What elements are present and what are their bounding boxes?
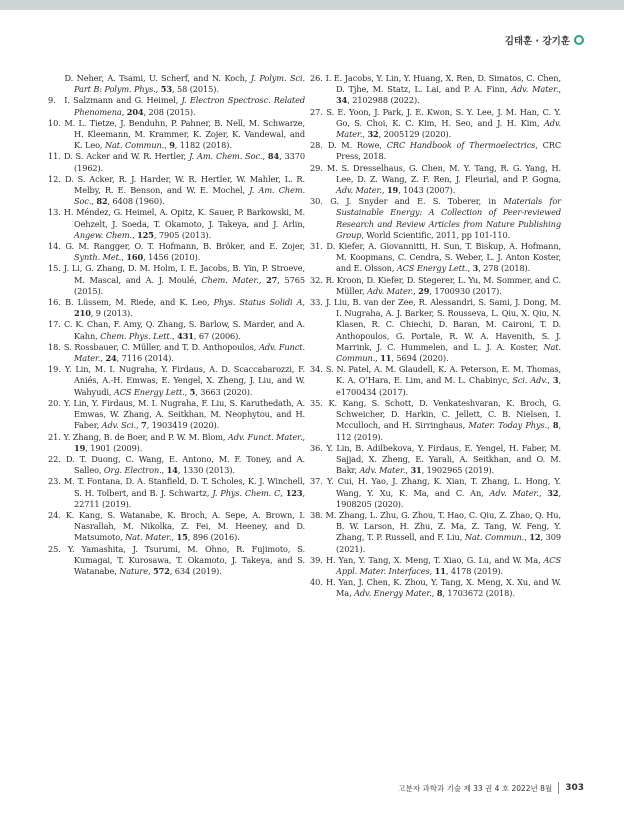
reference-source: Adv. Mater. bbox=[367, 285, 414, 296]
reference-volume: 29 bbox=[418, 285, 430, 296]
reference-item: 14. G. M. Rangger, O. T. Hofmann, B. Bröker, and E. Zojer, Synth. Met., 160, 1456 (2010). bbox=[48, 241, 305, 263]
reference-pages-year: , 1908205 (2020). bbox=[336, 487, 561, 509]
reference-volume: 32 bbox=[367, 129, 379, 140]
reference-source: J. Phys. Chem. C bbox=[212, 487, 281, 498]
reference-item: 11. D. S. Acker and W. R. Hertler, J. Am. Chem. Soc., 84, 3370 (1962). bbox=[48, 151, 305, 173]
reference-source: CRC Handbook of Thermoelectrics bbox=[386, 140, 536, 151]
reference-source: Chem. Mater. bbox=[201, 274, 259, 285]
reference-item bbox=[61, 73, 305, 95]
reference-separator: , bbox=[262, 151, 268, 162]
reference-item: 39. H. Yan, Y. Tang, X. Meng, T. Xiao, G. Lu, and W. Ma, ACS Appl. Mater. Interfaces, 11, 4178 (2019). bbox=[310, 554, 561, 576]
reference-separator: , bbox=[172, 330, 178, 341]
reference-separator: , bbox=[558, 84, 561, 95]
reference-separator: , bbox=[155, 84, 161, 95]
reference-pages-year: , 896 (2016). bbox=[187, 532, 240, 543]
reference-item: 19. Y. Lin, M. I. Nugraha, Y. Firdaus, A. D. Scaccabarozzi, F. Aniés, A.-H. Emwas, E. Yengel, X. Zheng, J. Liu, and W. Wahyudi, ACS Energy Lett., 5, 3663 (2020). bbox=[48, 364, 305, 397]
reference-separator: , bbox=[431, 588, 437, 599]
reference-pages-year: , 1703672 (2018). bbox=[442, 588, 515, 599]
reference-authors: J. Liu, B. van der Zee, R. Alessandri, S. Sami, J. Dong, M. I. Nugraha, A. J. Barker, S. Rousseva, L. Qiu, X. Qiu, N. Klasen, R. C. Chiechi, D. Baran, M. Caironi, T. D. Anthopoulos, G. Portale, R. W. A. Havenith, S. J. Marrink, J. C. Hummelen, and L. J. A. Koster, bbox=[326, 297, 561, 352]
reference-volume: 123 bbox=[285, 487, 303, 498]
reference-separator: , bbox=[280, 487, 286, 498]
reference-pages-year: , 4178 (2019). bbox=[445, 565, 503, 576]
reference-separator: , bbox=[467, 263, 473, 274]
reference-item: 28. D. M. Rowe, CRC Handbook of Thermoelectrics, CRC Press, 2018. bbox=[310, 140, 561, 162]
reference-item: 23. M. T. Fontana, D. A. Stanfield, D. T. Scholes, K. J. Winchell, S. H. Tolbert, and B. J. Schwartz, J. Phys. Chem. C, 123, 22711 (2019). bbox=[48, 476, 305, 509]
reference-item: 26. I. E. Jacobs, Y. Lin, Y. Huang, X. Ren, D. Simatos, C. Chen, D. Tjhe, M. Statz, L. Lai, and P. A. Finn, Adv. Mater., 34, 2102988 (2022). bbox=[310, 73, 561, 106]
reference-source: Org. Electron. bbox=[103, 465, 162, 476]
reference-volume: 431 bbox=[177, 330, 194, 341]
reference-authors: M. T. Fontana, D. A. Stanfield, D. T. Scholes, K. J. Winchell, S. H. Tolbert, and B. J. Schwartz, bbox=[63, 476, 305, 498]
reference-volume: 32 bbox=[547, 487, 559, 498]
reference-authors: H. Yan, J. Chen, K. Zhou, Y. Tang, X. Meng, X. Xu, and W. Ma, bbox=[325, 577, 561, 599]
reference-authors: M. Zhang, L. Zhu, G. Zhou, T. Hao, C. Qiu, Z. Zhao, Q. Hu, B. W. Larson, H. Zhu, Z. Ma, Z. Tang, W. Feng, Y. Zhang, T. P. Russell, and F. Liu, bbox=[325, 509, 561, 543]
reference-volume: 82 bbox=[96, 196, 108, 207]
reference-separator: , bbox=[184, 386, 190, 397]
reference-source: Nature bbox=[119, 565, 148, 576]
reference-item: 37. Y. Cui, H. Yao, J. Zhang, K. Xian, T. Zhang, L. Hong, Y. Wang, Y. Xu, K. Ma, and C. An, Adv. Mater., 32, 1908205 (2020). bbox=[310, 476, 561, 509]
reference-pages-year: , 634 (2019). bbox=[169, 565, 222, 576]
reference-item: 31. D. Kiefer, A. Giovannitti, H. Sun, T. Biskup, A. Hofmann, M. Koopmans, C. Cendra, S. Weber, L. J. Anton Koster, and E. Olsson, ACS Energy Lett., 3, 278 (2018). bbox=[310, 241, 561, 274]
reference-item: 40. H. Yan, J. Chen, K. Zhou, Y. Tang, X. Meng, X. Xu, and W. Ma, Adv. Energy Mater., 8, 1703672 (2018). bbox=[310, 577, 561, 599]
reference-source: J. Am. Chem. Soc. bbox=[189, 151, 263, 162]
reference-authors: G. M. Rangger, O. T. Hofmann, B. Bröker, and E. Zojer, bbox=[65, 241, 305, 252]
reference-authors: M. S. Dresselhaus, G. Chen, M. Y. Tang, R. G. Yang, H. Lee, D. Z. Wang, Z. F. Ren, J. Fleurial, and P. Gogna, bbox=[326, 162, 561, 184]
reference-item: 22. D. T. Duong, C. Wang, E. Antono, M. F. Toney, and A. Salleo, Org. Electron., 14, 1330 (2013). bbox=[48, 453, 305, 476]
reference-separator: , bbox=[161, 465, 167, 476]
reference-authors: Y. Zhang, B. de Boer, and P. W. M. Blom, bbox=[63, 431, 228, 442]
page-footer bbox=[398, 782, 584, 794]
reference-column-right bbox=[310, 73, 561, 600]
reference-volume: 3 bbox=[472, 263, 479, 274]
reference-volume: 572 bbox=[153, 565, 170, 576]
reference-authors: J. Li, G. Zhang, D. M. Holm, I. E. Jacobs, B. Yin, P. Stroeve, M. Mascal, and A. J. Moulé, bbox=[63, 263, 305, 285]
reference-pages-year: , 112 (2019). bbox=[336, 420, 561, 442]
reference-source: Adv. Sci. bbox=[101, 420, 137, 431]
reference-pages-year: , 2005129 (2020). bbox=[378, 129, 452, 140]
reference-item: 15. J. Li, G. Zhang, D. M. Holm, I. E. Jacobs, B. Yin, P. Stroeve, M. Mascal, and A. J. Moulé, Chem. Mater., 27, 5765 (2015). bbox=[48, 263, 305, 296]
reference-volume: 8 bbox=[436, 588, 443, 599]
reference-separator: , bbox=[524, 532, 530, 543]
footer-divider bbox=[558, 782, 559, 794]
reference-volume: 210 bbox=[74, 308, 91, 319]
reference-pages-year: , 3663 (2020). bbox=[195, 386, 253, 397]
reference-pages-year: , 1182 (2018). bbox=[174, 140, 232, 151]
reference-volume: 7 bbox=[141, 420, 147, 431]
reference-pages-year: , 1903419 (2020). bbox=[146, 420, 220, 431]
reference-separator: , bbox=[362, 129, 368, 140]
reference-volume: 8 bbox=[552, 420, 559, 431]
reference-authors: K. Kang, S. Schott, D. Venkateshvaran, K. Broch, G. Schweicher, D. Harkin, C. Jellett, C. B. Nielsen, I. Mcculloch, and H. Sirringhaus, bbox=[328, 397, 561, 431]
reference-source: Mater. Today Phys. bbox=[468, 420, 548, 431]
reference-volume: 14 bbox=[166, 465, 178, 476]
reference-source: J. Am. Chem. Soc. bbox=[74, 185, 305, 207]
reference-volume: 84 bbox=[267, 151, 280, 162]
reference-authors: D. Neher, A. Tsami, U. Scherf, and N. Koch, bbox=[64, 73, 251, 83]
reference-volume: 31 bbox=[410, 465, 422, 476]
reference-volume: 19 bbox=[74, 442, 86, 453]
page-number: 303 bbox=[565, 783, 584, 793]
reference-pages-year: , 1902965 (2019). bbox=[421, 465, 495, 476]
reference-source: ACS Appl. Mater. Interfaces bbox=[336, 554, 561, 576]
reference-item: 36. Y. Lin, B. Adilbekova, Y. Firdaus, E. Yengel, H. Faber, M. Sajjad, X. Zheng, E. Yarali, A. Seitkhan, and O. M. Bakr, Adv. Mater., 31, 1902965 (2019). bbox=[310, 442, 561, 476]
reference-authors: Y. Lin, B. Adilbekova, Y. Firdaus, E. Yengel, H. Faber, M. Sajjad, X. Zheng, E. Yarali, A. Seitkhan, and O. M. Bakr, bbox=[326, 442, 561, 476]
reference-volume: 53 bbox=[160, 84, 172, 95]
reference-separator: , bbox=[375, 353, 381, 364]
reference-pages-year: , 1456 (2010). bbox=[143, 252, 201, 263]
reference-pages-year: , 58 (2015). bbox=[171, 84, 219, 95]
reference-pages-year: , 7905 (2013). bbox=[153, 229, 211, 240]
reference-pages-year: , 1901 (2009). bbox=[85, 442, 143, 453]
reference-pages-year: , 5694 (2020). bbox=[391, 353, 449, 364]
reference-separator: , bbox=[132, 229, 138, 240]
reference-item: 25. Y. Yamashita, J. Tsurumi, M. Ohno, R. Fujimoto, S. Kumagai, T. Kurosawa, T. Okamoto, J. Takeya, and S. Watanabe, Nature, 572, 634 (2019). bbox=[48, 543, 305, 576]
reference-authors: Y. Lin, Y. Firdaus, M. I. Nugraha, F. Liu, S. Karuthedath, A. Emwas, W. Zhang, A. Seitkhan, M. Neophytou, and H. Faber, bbox=[63, 397, 305, 431]
reference-source: Adv. Funct. Mater. bbox=[227, 431, 303, 442]
reference-separator: , bbox=[538, 487, 548, 498]
reference-item: 20. Y. Lin, Y. Firdaus, M. I. Nugraha, F. Liu, S. Karuthedath, A. Emwas, W. Zhang, A. Seitkhan, M. Neophytou, and H. Faber, Adv. Sci., 7, 1903419 (2020). bbox=[48, 397, 305, 431]
reference-separator: , bbox=[121, 252, 127, 263]
reference-item: 24. K. Kang, S. Watanabe, K. Broch, A. Sepe, A. Brown, I. Nasrallah, M. Nikolka, Z. Fei, M. Heeney, and D. Matsumoto, Nat. Mater., 15, 896 (2016). bbox=[48, 509, 305, 543]
reference-item: 18. S. Rossbauer, C. Müller, and T. D. Anthopoulos, Adv. Funct. Mater., 24, 7116 (2014). bbox=[48, 341, 305, 364]
reference-item: 9. I. Salzmann and G. Heimel, J. Electron Spectrosc. Related Phenomena, 204, 208 (2015). bbox=[48, 95, 305, 117]
reference-source: Adv. Mater. bbox=[336, 117, 561, 140]
reference-source: Adv. Mater. bbox=[336, 185, 382, 196]
reference-authors: D. T. Duong, C. Wang, E. Antono, M. F. Toney, and A. Salleo, bbox=[65, 453, 305, 476]
reference-authors: H. Yan, Y. Tang, X. Meng, T. Xiao, G. Lu, and W. Ma, bbox=[326, 554, 544, 565]
reference-source: Adv. Funct. Mater. bbox=[74, 341, 305, 364]
reference-volume: 11 bbox=[434, 565, 446, 576]
reference-item: 16. B. Lüssem, M. Riede, and K. Leo, Phys. Status Solidi A, 210, 9 (2013). bbox=[48, 297, 305, 319]
reference-source: J. Polym. Sci. Part B: Polym. Phys. bbox=[74, 73, 305, 95]
reference-pages-year: , 3370 (1962). bbox=[74, 151, 305, 173]
reference-item: 32. R. Kroon, D. Kiefer, D. Stegerer, L. Yu, M. Sommer, and C. Müller, Adv. Mater., 29, 1700930 (2017). bbox=[310, 274, 561, 296]
reference-authors: S. N. Patel, A. M. Glaudell, K. A. Peterson, E. M. Thomas, K. A. O’Hara, E. Lim, and M. L. Chabinyc, bbox=[325, 364, 561, 386]
reference-separator: , bbox=[147, 565, 153, 576]
reference-volume: 34 bbox=[336, 95, 348, 106]
reference-source: Adv. Mater. bbox=[489, 487, 539, 498]
reference-separator: , bbox=[164, 140, 170, 151]
reference-item: 27. S. E. Yoon, J. Park, J. E. Kwon, S. Y. Lee, J. M. Han, C. Y. Go, S. Choi, K. C. Kim, H. Seo, and J. H. Kim, Adv. Mater., 32, 2005129 (2020). bbox=[310, 106, 561, 140]
reference-authors: I. Salzmann and G. Heimel, bbox=[64, 95, 182, 106]
reference-item: 34. S. N. Patel, A. M. Glaudell, K. A. Peterson, E. M. Thomas, K. A. O’Hara, E. Lim, and M. L. Chabinyc, Sci. Adv., 3, e1700434 (2017). bbox=[310, 364, 561, 397]
reference-source: Adv. Mater. bbox=[511, 84, 559, 95]
reference-source: Synth. Met. bbox=[74, 252, 122, 263]
reference-item: 29. M. S. Dresselhaus, G. Chen, M. Y. Tang, R. G. Yang, H. Lee, D. Z. Wang, Z. F. Ren, J. Fleurial, and P. Gogna, Adv. Mater., 19, 1043 (2007). bbox=[310, 162, 561, 196]
reference-authors: M. L. Tietze, J. Benduhn, P. Pahner, B. Nell, M. Schwarze, H. Kleemann, M. Krammer, K. Zojer, K. Vandewal, and K. Leo, bbox=[64, 117, 305, 151]
reference-separator: , bbox=[302, 431, 305, 442]
reference-separator: , bbox=[547, 375, 553, 386]
reference-separator: , bbox=[429, 565, 435, 576]
reference-authors: K. Kang, S. Watanabe, K. Broch, A. Sepe, A. Brown, I. Nasrallah, M. Nikolka, Z. Fei, M. Heeney, and D. Matsumoto, bbox=[65, 509, 305, 543]
reference-pages-year: , 208 (2015). bbox=[143, 106, 196, 117]
reference-authors: D. Kiefer, A. Giovannitti, H. Sun, T. Biskup, A. Hofmann, M. Koopmans, C. Cendra, S. Weber, L. J. Anton Koster, and E. Olsson, bbox=[326, 241, 561, 274]
reference-pages-year: , 1700930 (2017). bbox=[429, 285, 502, 296]
reference-separator: , bbox=[121, 106, 127, 117]
reference-authors: G. J. Snyder and E. S. Toberer, in bbox=[330, 196, 504, 207]
reference-source: ACS Energy Lett. bbox=[113, 386, 185, 397]
reference-volume: 204 bbox=[126, 106, 144, 117]
reference-separator: , World Scientific, 2011, pp 101-110. bbox=[361, 229, 511, 240]
reference-item: 17. C. K. Chan, F. Amy, Q. Zhang, S. Barlow, S. Marder, and A. Kahn, Chem. Phys. Lett., 431, 67 (2006). bbox=[48, 319, 305, 341]
reference-source: Materials for Sustainable Energy: A Collection of Peer-reviewed Research and Review Articles from Nature Publishing Group bbox=[336, 196, 561, 240]
reference-authors: C. K. Chan, F. Amy, Q. Zhang, S. Barlow, S. Marder, and A. Kahn, bbox=[63, 319, 305, 341]
reference-source: ACS Energy Lett. bbox=[396, 263, 468, 274]
reference-authors: D. S. Acker, R. J. Harder, W. R. Hertler, W. Mahler, L. R. Melby, R. E. Benson, and W. E. Mochel, bbox=[64, 173, 305, 196]
reference-separator: , bbox=[413, 285, 419, 296]
header-authors: 김태훈 · 강기훈 bbox=[504, 36, 570, 47]
reference-pages-year: , 309 (2021). bbox=[336, 532, 561, 554]
reference-pages-year: , 6408 (1960). bbox=[107, 196, 165, 207]
reference-item: 13. H. Méndez, G. Heimel, A. Opitz, K. Sauer, P. Barkowski, M. Oehzelt, J. Soeda, T. Okamoto, J. Takeya, and J. Arlin, Angew. Chem., 125, 7905 (2013). bbox=[48, 207, 305, 240]
reference-authors: S. E. Yoon, J. Park, J. E. Kwon, S. Y. Lee, J. M. Han, C. Y. Go, S. Choi, K. C. Kim, H. Seo, and J. H. Kim, bbox=[326, 106, 561, 128]
reference-authors: R. Kroon, D. Kiefer, D. Stegerer, L. Yu, M. Sommer, and C. Müller, bbox=[325, 274, 561, 296]
reference-pages-year: , 5765 (2015). bbox=[74, 274, 305, 296]
reference-item: 21. Y. Zhang, B. de Boer, and P. W. M. Blom, Adv. Funct. Mater., 19, 1901 (2009). bbox=[48, 431, 305, 453]
reference-authors: H. Méndez, G. Heimel, A. Opitz, K. Sauer, P. Barkowski, M. Oehzelt, J. Soeda, T. Okamoto, J. Takeya, and J. Arlin, bbox=[63, 207, 305, 229]
reference-separator: , bbox=[547, 420, 553, 431]
reference-source: Chem. Phys. Lett. bbox=[100, 330, 173, 341]
reference-authors: D. M. Rowe, bbox=[327, 140, 387, 151]
running-header bbox=[505, 33, 584, 47]
circle-icon bbox=[574, 35, 584, 45]
reference-volume: 125 bbox=[137, 229, 154, 240]
reference-item: 38. M. Zhang, L. Zhu, G. Zhou, T. Hao, C. Qiu, Z. Zhao, Q. Hu, B. W. Larson, H. Zhu, Z. Ma, Z. Tang, W. Feng, Y. Zhang, T. P. Russell, and F. Liu, Nat. Commun., 12, 309 (2021). bbox=[310, 509, 561, 554]
reference-separator: , bbox=[381, 185, 387, 196]
reference-volume: 27 bbox=[266, 274, 278, 285]
reference-volume: 11 bbox=[380, 353, 392, 364]
reference-separator: , CRC Press, 2018. bbox=[336, 140, 561, 162]
reference-source: Adv. Energy Mater. bbox=[354, 588, 432, 599]
reference-item: 33. J. Liu, B. van der Zee, R. Alessandri, S. Sami, J. Dong, M. I. Nugraha, A. J. Barker, S. Rousseva, L. Qiu, X. Qiu, N. Klasen, R. C. Chiechi, D. Baran, M. Caironi, T. D. Anthopoulos, G. Portale, R. W. A. Havenith, S. J. Marrink, J. C. Hummelen, and L. J. A. Koster, Nat. Commun., 11, 5694 (2020). bbox=[310, 297, 561, 364]
reference-pages-year: , 67 (2006). bbox=[193, 330, 241, 341]
reference-volume: 5 bbox=[189, 386, 196, 397]
reference-source: Phys. Status Solidi A bbox=[213, 297, 303, 308]
reference-authors: Y. Cui, H. Yao, J. Zhang, K. Xian, T. Zhang, L. Hong, Y. Wang, Y. Xu, K. Ma, and C. An, bbox=[326, 476, 561, 498]
reference-source: Nat. Mater. bbox=[125, 532, 172, 543]
reference-pages-year: , 9 (2013). bbox=[90, 308, 133, 319]
reference-authors: Y. Lin, M. I. Nugraha, Y. Firdaus, A. D. Scaccabarozzi, F. Aniés, A.-H. Emwas, E. Yengel, X. Zheng, J. Liu, and W. Wahyudi, bbox=[64, 364, 305, 397]
reference-separator: , bbox=[171, 532, 177, 543]
reference-pages-year: , 1330 (2013). bbox=[177, 465, 235, 476]
reference-pages-year: , 22711 (2019). bbox=[74, 487, 305, 509]
reference-authors: B. Lüssem, M. Riede, and K. Leo, bbox=[65, 297, 214, 308]
reference-separator: , bbox=[258, 274, 267, 285]
reference-separator: , bbox=[91, 196, 97, 207]
reference-volume: 12 bbox=[529, 532, 541, 543]
reference-source: Nat. Commun. bbox=[336, 341, 561, 364]
reference-volume: 9 bbox=[169, 140, 175, 151]
reference-source: Adv. Mater. bbox=[359, 465, 406, 476]
reference-pages-year: , 278 (2018). bbox=[478, 263, 531, 274]
reference-separator: , bbox=[100, 353, 106, 364]
reference-pages-year: , 7116 (2014). bbox=[116, 353, 174, 364]
reference-source: Sci. Adv. bbox=[512, 375, 548, 386]
reference-source: Nat. Commun. bbox=[464, 532, 525, 543]
reference-item: 30. G. J. Snyder and E. S. Toberer, in Materials for Sustainable Energy: A Collection of Peer-reviewed Research and Review Articles from Nature Publishing Group, World Scientific, 2011, pp 101-110. bbox=[310, 196, 561, 240]
reference-source: J. Electron Spectrosc. Related Phenomena bbox=[74, 95, 305, 117]
reference-volume: 24 bbox=[105, 353, 117, 364]
reference-pages-year: , e1700434 (2017). bbox=[336, 375, 561, 397]
top-decorative-bar bbox=[0, 0, 624, 10]
reference-item: 12. D. S. Acker, R. J. Harder, W. R. Hertler, W. Mahler, L. R. Melby, R. E. Benson, and W. E. Mochel, J. Am. Chem. Soc., 82, 6408 (1960). bbox=[48, 173, 305, 207]
reference-authors: Y. Yamashita, J. Tsurumi, M. Ohno, R. Fujimoto, S. Kumagai, T. Kurosawa, T. Okamoto, J. Takeya, and S. Watanabe, bbox=[67, 543, 305, 576]
reference-separator: , bbox=[136, 420, 142, 431]
reference-volume: 15 bbox=[176, 532, 188, 543]
reference-authors: S. Rossbauer, C. Müller, and T. D. Anthopoulos, bbox=[63, 341, 260, 352]
reference-source: Angew. Chem. bbox=[74, 229, 133, 240]
reference-item: 10. M. L. Tietze, J. Benduhn, P. Pahner, B. Nell, M. Schwarze, H. Kleemann, M. Krammer, K. Zojer, K. Vandewal, and K. Leo, Nat. Commun., 9, 1182 (2018). bbox=[48, 117, 305, 151]
reference-volume: 160 bbox=[126, 252, 144, 263]
reference-source: Nat. Commun. bbox=[104, 140, 165, 151]
reference-item: 35. K. Kang, S. Schott, D. Venkateshvaran, K. Broch, G. Schweicher, D. Harkin, C. Jellett, C. B. Nielsen, I. Mcculloch, and H. Sirringhaus, Mater. Today Phys., 8, 112 (2019). bbox=[310, 397, 561, 442]
reference-pages-year: , 1043 (2007). bbox=[398, 185, 456, 196]
reference-volume: 3 bbox=[552, 375, 559, 386]
reference-volume: 19 bbox=[386, 185, 399, 196]
reference-authors: I. E. Jacobs, Y. Lin, Y. Huang, X. Ren, D. Simatos, C. Chen, D. Tjhe, M. Statz, L. Lai, and P. A. Finn, bbox=[325, 73, 561, 95]
reference-separator: , bbox=[405, 465, 411, 476]
footer-journal: 고분자 과학과 기술 제 33 권 4 호 2022년 8월 bbox=[398, 783, 553, 793]
reference-separator: , bbox=[302, 297, 305, 308]
reference-pages-year: , 2102988 (2022). bbox=[347, 95, 420, 106]
reference-column-left bbox=[48, 73, 305, 577]
reference-authors: D. S. Acker and W. R. Hertler, bbox=[63, 151, 190, 162]
